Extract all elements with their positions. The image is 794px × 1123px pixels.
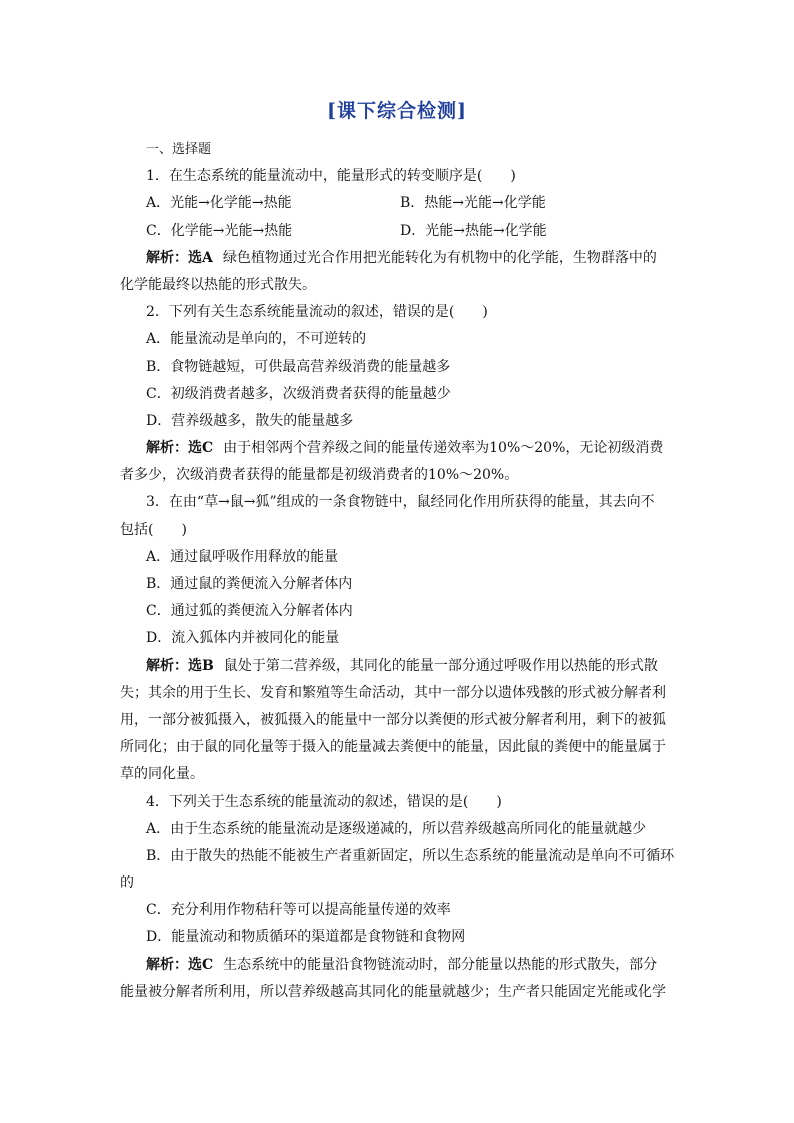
analysis-line: 用，一部分被狐摄入，被狐摄入的能量中一部分以粪便的形式被分解者利用，剩下的被狐 [120,711,666,728]
analysis-line: 失；其余的用于生长、发育和繁殖等生命活动，其中一部分以遗体残骸的形式被分解者利 [120,684,666,701]
option-d: D．光能→热能→化学能 [400,222,547,239]
question-3 [120,489,676,788]
analysis-line: 化学能最终以热能的形式散失。 [120,276,316,293]
option-b-continued: 的 [120,875,134,892]
option-c: C．充分利用作物秸秆等可以提高能量传递的效率 [146,902,451,919]
question-4 [120,789,676,1007]
question-stem: 包括( ) [120,521,187,538]
analysis-label: 解析：选A [146,249,213,266]
option-c: C．化学能→光能→热能 [146,222,293,239]
option-b: B．通过鼠的粪便流入分解者体内 [146,576,353,592]
analysis-line: 所同化；由于鼠的同化量等于摄入的能量减去粪便中的能量，因此鼠的粪便中的能量属于 [120,739,666,756]
question-stem: 1．在生态系统的能量流动中，能量形式的转变顺序是( ) [146,168,516,185]
question-stem: 3．在由“草→鼠→狐”组成的一条食物链中，鼠经同化作用所获得的能量，其去向不 [146,494,655,511]
analysis-line: 能量被分解者所利用，所以营养级越高其同化的能量就越少；生产者只能固定光能或化学 [120,983,666,1000]
option-d: D．能量流动和物质循环的渠道都是食物链和食物网 [146,929,466,946]
analysis-line: 者多少，次级消费者获得的能量都是初级消费者的10%～20%。 [120,467,519,484]
option-a: A．通过鼠呼吸作用释放的能量 [146,548,339,565]
analysis-line: 解析：选C 生态系统中的能量沿食物链流动时，部分能量以热能的形式散失，部分 [146,956,658,973]
question-2 [120,299,676,489]
option-row [120,218,676,245]
analysis-label: 解析：选C [146,956,214,973]
option-c: C．通过狐的粪便流入分解者体内 [146,603,353,620]
option-row [120,190,676,217]
analysis-line: 解析：选B 鼠处于第二营养级，其同化的能量一部分通过呼吸作用以热能的形式散 [146,657,658,674]
option-a: A．光能→化学能→热能 [146,195,292,212]
analysis-line: 解析：选C 由于相邻两个营养级之间的能量传递效率为10%～20%，无论初级消费 [146,440,664,457]
section-heading: 一、选择题 [146,142,212,157]
option-a: A．能量流动是单向的，不可逆转的 [146,331,367,348]
option-b: B．由于散失的热能不能被生产者重新固定，所以生态系统的能量流动是单向不可循环 [146,847,675,864]
analysis-label: 解析：选C [146,440,214,457]
analysis-line: 草的同化量。 [120,766,204,783]
analysis-line: 解析：选A 绿色植物通过光合作用把光能转化为有机物中的化学能，生物群落中的 [146,249,657,266]
option-b: B．热能→光能→化学能 [400,195,546,212]
question-1 [120,163,676,299]
question-stem: 2．下列有关生态系统能量流动的叙述，错误的是( ) [146,304,488,321]
question-list [120,136,676,1006]
page-title: [课下综合检测] [327,100,467,122]
option-d: D．营养级越多，散失的能量越多 [146,412,354,429]
question-stem: 4．下列关于生态系统的能量流动的叙述，错误的是( ) [146,793,502,810]
analysis-label: 解析：选B [146,657,214,674]
option-a: A．由于生态系统的能量流动是逐级递减的，所以营养级越高所同化的能量就越少 [146,820,647,837]
option-d: D．流入狐体内并被同化的能量 [146,630,340,647]
option-b: B．食物链越短，可供最高营养级消费的能量越多 [146,358,451,375]
option-c: C．初级消费者越多，次级消费者获得的能量越少 [146,385,451,402]
